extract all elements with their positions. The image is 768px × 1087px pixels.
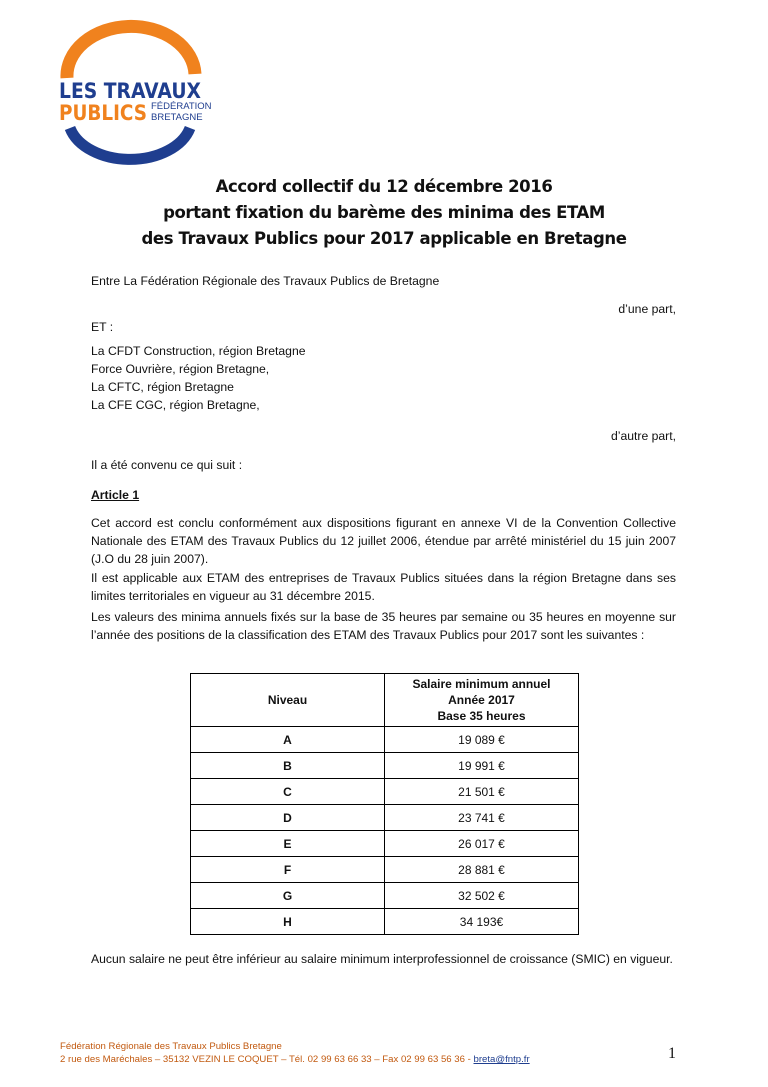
parties-intro: Entre La Fédération Régionale des Travaux Publics de Bretagne xyxy=(91,274,440,288)
niveau-cell: B xyxy=(191,753,385,779)
title-line3: des Travaux Publics pour 2017 applicable en Bretagne xyxy=(141,229,627,248)
footer-address-text: 2 rue des Maréchales – 35132 VEZIN LE COQUET – Tél. 02 99 63 66 33 – Fax 02 99 63 56 36 - xyxy=(60,1054,474,1065)
header-salaire-l1: Salaire minimum annuel xyxy=(412,677,551,691)
salaire-cell: 32 502 € xyxy=(385,883,579,909)
niveau-cell: G xyxy=(191,883,385,909)
logo-sub2: BRETAGNE xyxy=(151,112,203,123)
union-item: La CFDT Construction, région Bretagne xyxy=(91,344,306,358)
article1-paragraph1: Cet accord est conclu conformément aux dispositions figurant en annexe VI de la Convention Collective Nationale des ETAM des Travaux Publics du 12 juillet 2006, étendue par arrêté ministériel du 15 juin 2007 (J.O du 28 juin 2007). xyxy=(91,516,676,566)
autre-part: d’autre part, xyxy=(610,429,676,443)
logo-line1: LES TRAVAUX xyxy=(59,79,201,103)
smic-paragraph: Aucun salaire ne peut être inférieur au salaire minimum interprofessionnel de croissance (SMIC) en vigueur. xyxy=(91,952,673,966)
niveau-cell: H xyxy=(191,909,385,935)
logo-blue-arc xyxy=(70,128,190,159)
title-line2: portant fixation du barème des minima des ETAM xyxy=(163,203,605,222)
union-item: La CFTC, région Bretagne xyxy=(91,380,234,394)
salaire-cell: 26 017 € xyxy=(385,831,579,857)
header-salaire-l2: Année 2017 xyxy=(448,693,515,707)
salaire-cell: 19 991 € xyxy=(385,753,579,779)
table-row xyxy=(191,831,579,857)
federation-logo xyxy=(55,36,212,166)
page-footer xyxy=(60,1040,530,1066)
table-row xyxy=(191,779,579,805)
niveau-cell: E xyxy=(191,831,385,857)
footer-email-link[interactable]: breta@fntp.fr xyxy=(473,1054,530,1065)
salaire-cell: 21 501 € xyxy=(385,779,579,805)
document-title xyxy=(0,174,768,252)
niveau-cell: F xyxy=(191,857,385,883)
table-header-row xyxy=(191,674,579,727)
footer-org: Fédération Régionale des Travaux Publics Bretagne xyxy=(60,1041,282,1052)
title-line1: Accord collectif du 12 décembre 2016 xyxy=(215,177,553,196)
niveau-cell: A xyxy=(191,727,385,753)
salaire-cell: 34 193€ xyxy=(385,909,579,935)
salaire-cell: 28 881 € xyxy=(385,857,579,883)
table-row xyxy=(191,909,579,935)
page-number: 1 xyxy=(668,1045,676,1062)
table-row xyxy=(191,857,579,883)
header-salaire-l3: Base 35 heures xyxy=(437,709,526,723)
salary-table xyxy=(190,673,579,935)
logo-sub1: FÉDÉRATION xyxy=(151,101,212,112)
table-row xyxy=(191,883,579,909)
table-row xyxy=(191,727,579,753)
logo-orange-arc xyxy=(67,26,195,78)
header-niveau: Niveau xyxy=(191,674,385,727)
union-item: Force Ouvrière, région Bretagne, xyxy=(91,362,270,376)
footer-address xyxy=(60,1053,530,1066)
table-row xyxy=(191,805,579,831)
logo-line2: PUBLICS xyxy=(59,101,147,125)
niveau-cell: D xyxy=(191,805,385,831)
salaire-cell: 19 089 € xyxy=(385,727,579,753)
union-item: La CFE CGC, région Bretagne, xyxy=(91,398,260,412)
article1-heading: Article 1 xyxy=(91,488,140,502)
une-part: d’une part, xyxy=(618,302,676,316)
convenu: Il a été convenu ce qui suit : xyxy=(91,458,243,472)
union-list xyxy=(91,342,306,414)
table-row xyxy=(191,753,579,779)
logo-graphic xyxy=(55,36,212,166)
article1-paragraph3: Les valeurs des minima annuels fixés sur la base de 35 heures par semaine ou 35 heures en moyenne sur l’année des positions de la classification des ETAM des Travaux Publics pour 2017 sont les suivantes : xyxy=(91,610,676,642)
header-salaire xyxy=(385,674,579,727)
niveau-cell: C xyxy=(191,779,385,805)
salaire-cell: 23 741 € xyxy=(385,805,579,831)
article1-paragraph2: Il est applicable aux ETAM des entreprises de Travaux Publics situées dans la région Bretagne dans ses limites territoriales en vigueur au 31 décembre 2015. xyxy=(91,571,676,603)
et-label: ET : xyxy=(91,320,114,334)
